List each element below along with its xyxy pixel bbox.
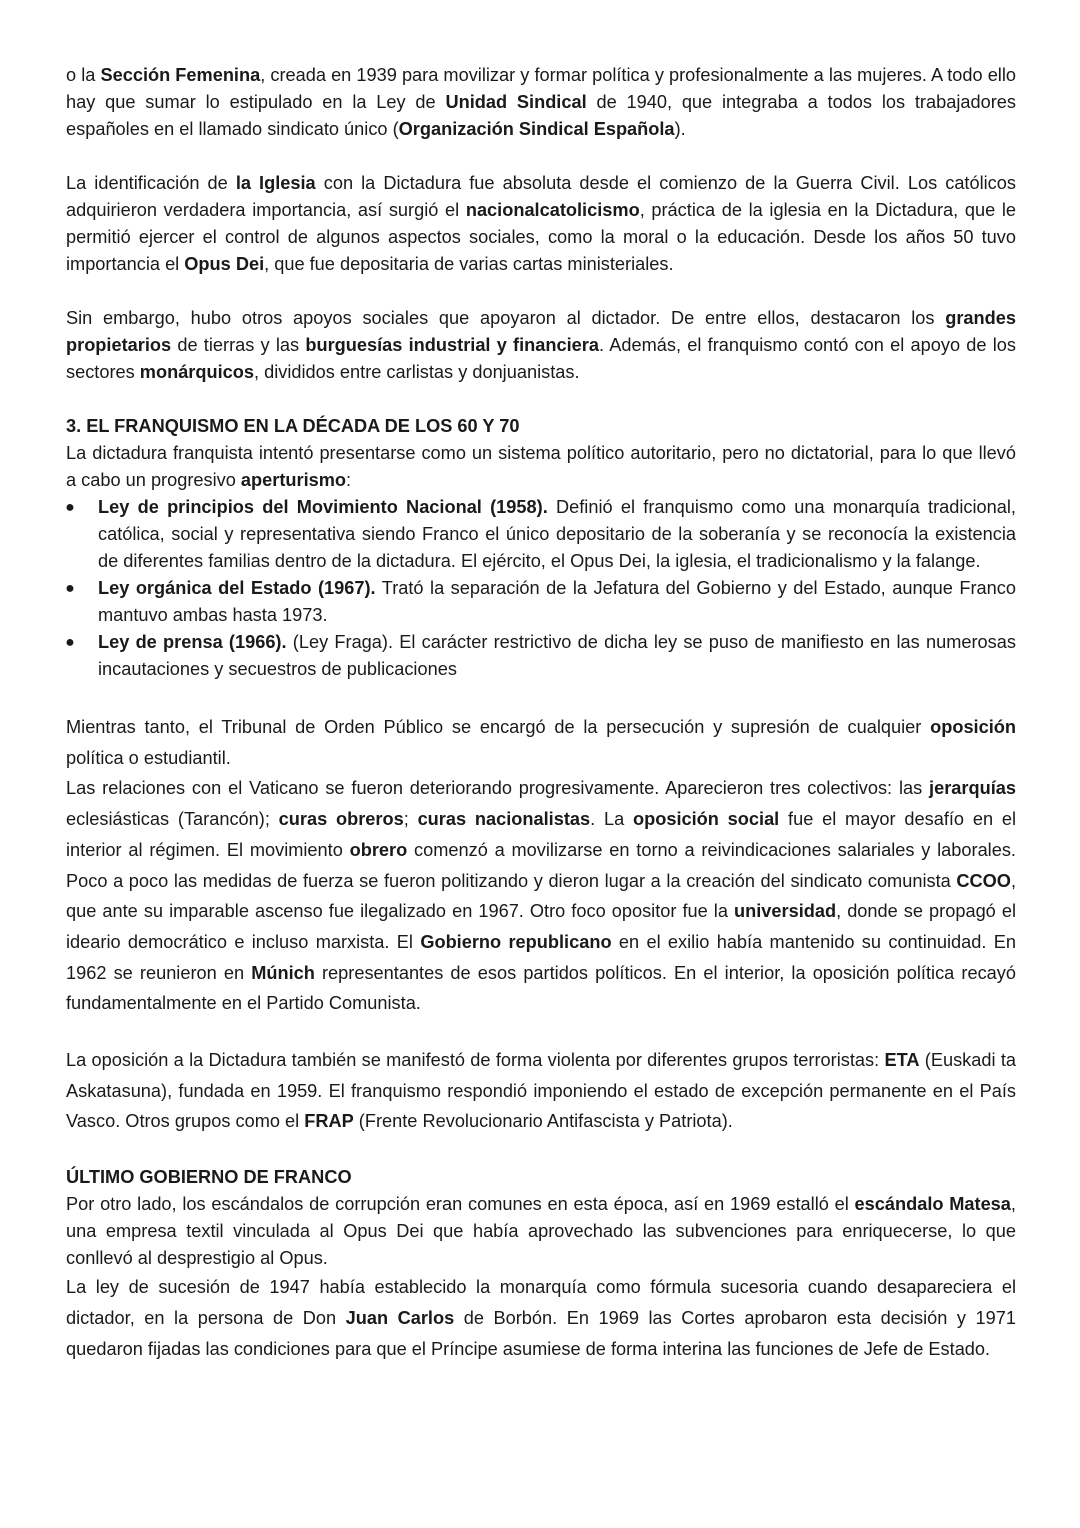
paragraph-matesa: Por otro lado, los escándalos de corrupción eran comunes en esta época, así en 1969 estalló el escándalo Matesa, una empresa textil vinculada al Opus Dei que había aprovechado las subvenciones para enriquecerse, lo que conllevó al desprestigio al Opus. bbox=[66, 1194, 1016, 1269]
bold-term: curas obreros bbox=[278, 809, 404, 830]
bold-term: escándalo Matesa bbox=[854, 1194, 1011, 1215]
bold-term: CCOO bbox=[956, 870, 1011, 891]
paragraph-opposition: Mientras tanto, el Tribunal de Orden Público se encargó de la persecución y supresión de cualquier oposición política o estudiantil. bbox=[66, 717, 1016, 768]
bold-term: Gobierno republicano bbox=[420, 931, 612, 952]
bold-term: obrero bbox=[349, 839, 408, 860]
bold-term: aperturismo bbox=[240, 470, 347, 490]
bold-term: oposición social bbox=[633, 809, 780, 830]
law-title: Ley de principios del Movimiento Nacional (1958). bbox=[98, 497, 548, 517]
bold-term: Unidad Sindical bbox=[445, 92, 587, 112]
list-item: ● Ley de principios del Movimiento Nacional (1958). Definió el franquismo como una monarquía tradicional, católica, social y representativa siendo Franco el único depositario de la soberanía y se reconocía la existencia de diferentes familias dentro de la dictadura. El ejército, el Opus Dei, la iglesia, el tradicionalismo y la falange. bbox=[66, 494, 1016, 575]
bold-term: Organización Sindical Española bbox=[398, 119, 675, 139]
bullet-icon: ● bbox=[65, 634, 75, 651]
paragraph-aperturismo-intro: La dictadura franquista intentó presentarse como un sistema político autoritario, pero no dictatorial, para lo que llevó a cabo un progresivo aperturismo: bbox=[66, 443, 1016, 490]
bold-term: FRAP bbox=[304, 1111, 354, 1132]
bold-term: grandes propietarios bbox=[66, 308, 1016, 355]
bold-term: Juan Carlos bbox=[345, 1307, 455, 1328]
bold-term: jerarquías bbox=[929, 778, 1016, 799]
bold-term: Opus Dei bbox=[184, 254, 265, 274]
paragraph-vatican-relations: Las relaciones con el Vaticano se fueron deteriorando progresivamente. Aparecieron tres colectivos: las jerarquías eclesiásticas (Tarancón); curas obreros; curas nacionalistas. La oposición social fue el mayor desafío en el interior al régimen. El movimiento obrero comenzó a movilizarse en torno a reivindicaciones salariales y laborales. Poco a poco las medidas de fuerza se fueron politizando y dieron lugar a la creación del sindicato comunista CCOO, que ante su imparable ascenso fue ilegalizado en 1967. Otro foco opositor fue la universidad, donde se propagó el ideario democrático e incluso marxista. El Gobierno republicano en el exilio había mantenido su continuidad. En 1962 se reunieron en Múnich representantes de esos partidos políticos. En el interior, la oposición política recayó fundamentalmente en el Partido Comunista. bbox=[66, 778, 1017, 1014]
bold-term: la Iglesia bbox=[235, 173, 316, 193]
list-item: ● Ley de prensa (1966). (Ley Fraga). El carácter restrictivo de dicha ley se puso de manifiesto en las numerosas incautaciones y secuestros de publicaciones bbox=[66, 629, 1016, 683]
bold-term: nacionalcatolicismo bbox=[465, 200, 640, 220]
list-item: ● Ley orgánica del Estado (1967). Trató la separación de la Jefatura del Gobierno y del Estado, aunque Franco mantuvo ambas hasta 1973. bbox=[66, 575, 1016, 629]
law-title: Ley orgánica del Estado (1967). bbox=[98, 578, 376, 598]
bold-term: monárquicos bbox=[139, 362, 254, 382]
laws-list bbox=[66, 494, 1016, 683]
bold-term: curas nacionalistas bbox=[417, 809, 591, 830]
bold-term: universidad bbox=[734, 901, 837, 922]
bold-term: burguesías industrial y financiera bbox=[305, 335, 599, 355]
bold-term: ETA bbox=[884, 1050, 920, 1071]
section-heading: 3. EL FRANQUISMO EN LA DÉCADA DE LOS 60 Y 70 bbox=[66, 416, 520, 436]
bullet-icon: ● bbox=[65, 499, 75, 516]
paragraph-organizations: o la Sección Femenina, creada en 1939 para movilizar y formar política y profesionalmente a las mujeres. A todo ello hay que sumar lo estipulado en la Ley de Unidad Sindical de 1940, que integraba a todos los trabajadores españoles en el llamado sindicato único (Organización Sindical Española). bbox=[66, 65, 1017, 139]
paragraph-terrorist-groups: La oposición a la Dictadura también se manifestó de forma violenta por diferentes grupos terroristas: ETA (Euskadi ta Askatasuna), fundada en 1959. El franquismo respondió imponiendo el estado de excepción permanente en el País Vasco. Otros grupos como el FRAP (Frente Revolucionario Antifascista y Patriota). bbox=[66, 1050, 1016, 1132]
bold-term: oposición bbox=[930, 717, 1016, 737]
law-title: Ley de prensa (1966). bbox=[98, 632, 287, 652]
paragraph-church: La identificación de la Iglesia con la Dictadura fue absoluta desde el comienzo de la Guerra Civil. Los católicos adquirieron verdadera importancia, así surgió el nacionalcatolicismo, práctica de la iglesia en la Dictadura, que le permitió ejercer el control de algunos aspectos sociales, como la moral o la educación. Desde los años 50 tuvo importancia el Opus Dei, que fue depositaria de varias cartas ministeriales. bbox=[66, 173, 1016, 274]
paragraph-succession: La ley de sucesión de 1947 había establecido la monarquía como fórmula sucesoria cuando desapareciera el dictador, en la persona de Don Juan Carlos de Borbón. En 1969 las Cortes aprobaron esta decisión y 1971 quedaron fijadas las condiciones para que el Príncipe asumiese de forma interina las funciones de Jefe de Estado. bbox=[66, 1277, 1017, 1359]
bold-term: Sección Femenina bbox=[100, 65, 261, 85]
bullet-icon: ● bbox=[65, 580, 75, 597]
bold-term: Múnich bbox=[251, 962, 315, 983]
section-heading-last-government: ÚLTIMO GOBIERNO DE FRANCO bbox=[66, 1167, 352, 1188]
paragraph-social-support: Sin embargo, hubo otros apoyos sociales que apoyaron al dictador. De entre ellos, destacaron los grandes propietarios de tierras y las burguesías industrial y financiera. Además, el franquismo contó con el apoyo de los sectores monárquicos, divididos entre carlistas y donjuanistas. bbox=[66, 308, 1017, 382]
